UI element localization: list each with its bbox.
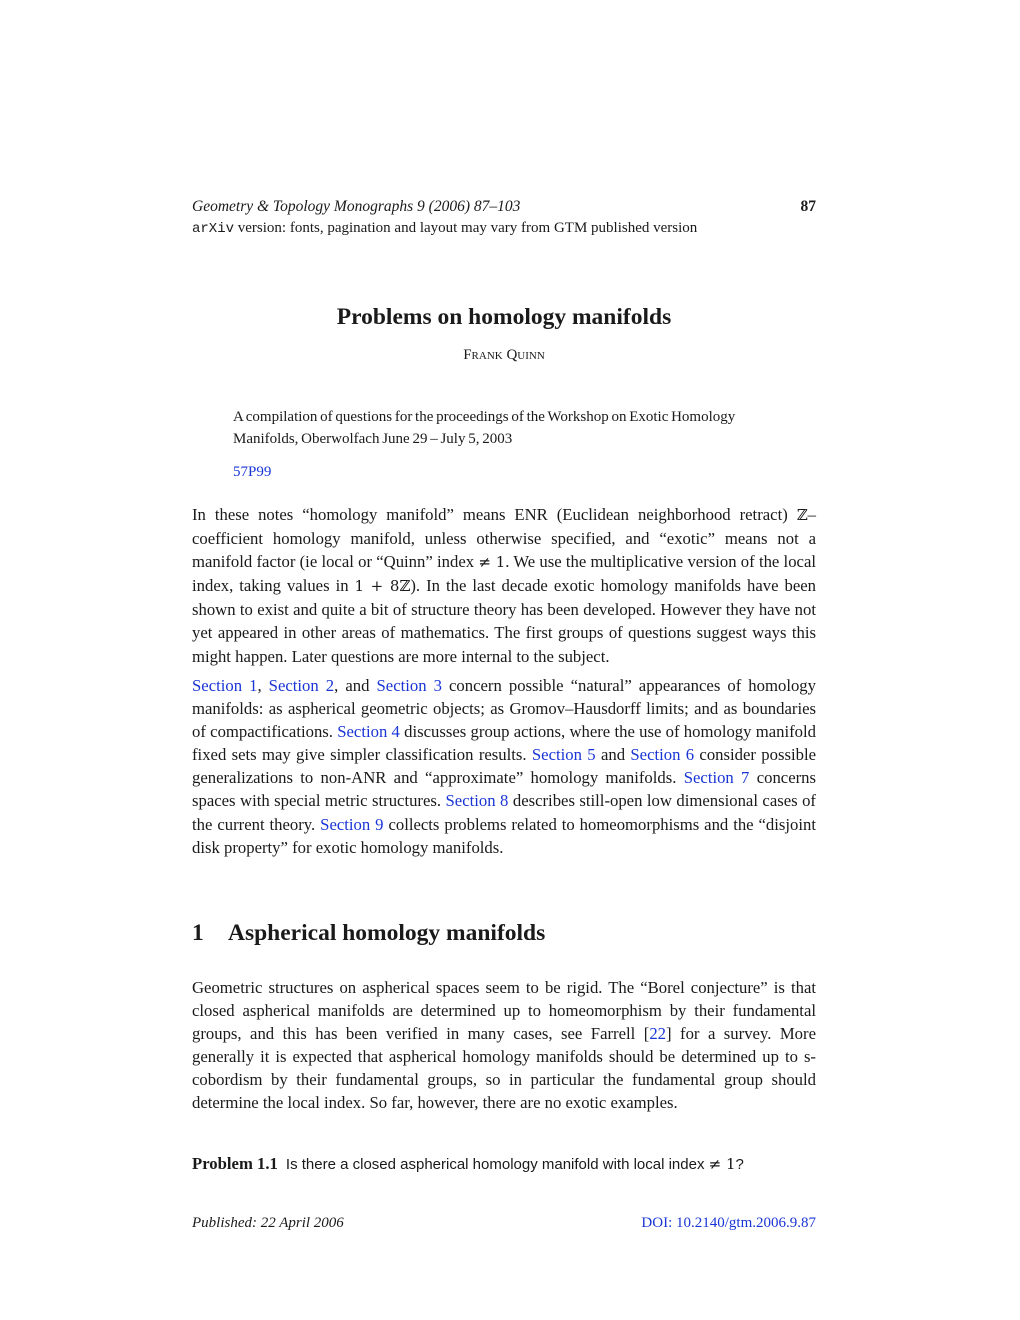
intro-paragraph-1: [192, 503, 816, 668]
text-span: ] for a survey. More generally it is expected that aspherical homology manifolds should be determined up to s-cobordism by their fundamental groups, so in particular the fundamental group should determine the local index. So far, however, there are no exotic examples.: [192, 1024, 816, 1113]
text-span: In these notes “homology manifold” means ENR (Euclidean neighborhood retract): [192, 505, 797, 524]
section-1-paragraph: [192, 976, 816, 1115]
text-span: discusses group actions, where the use of homology manifold fixed sets may give simpler classification results.: [192, 722, 816, 765]
section-3-link[interactable]: Section 3: [376, 676, 442, 695]
text-span: concerns spaces with special metric structures.: [192, 768, 816, 811]
problem-end: ?: [735, 1156, 744, 1173]
text-span: ). In the last decade exotic homology manifolds have been shown to exist and quite a bit of structure theory has been developed. However they have not yet appeared in other areas of mathematics. The first groups of questions suggest ways this might happen. Later questions are more internal to the subject.: [192, 576, 816, 666]
text-span: Geometric structures on aspherical spaces seem to be rigid. The “Borel conjecture” is that closed aspherical manifolds are determined up to homeomorphism by their fundamental groups, and this has been verified in many cases, see Farrell [: [192, 978, 816, 1044]
reference-22-link[interactable]: 22: [649, 1024, 666, 1044]
math-index-set: 1 + 8ℤ: [354, 577, 411, 596]
arxiv-note: version: fonts, pagination and layout may vary from GTM published version: [234, 220, 698, 236]
journal-citation: Geometry & Topology Monographs 9 (2006) 87–103: [192, 198, 521, 215]
problem-text: Is there a closed aspherical homology manifold with local index: [285, 1156, 709, 1173]
section-5-link[interactable]: Section 5: [531, 745, 596, 765]
section-1-heading: [192, 920, 545, 947]
intro-paragraph-2: [192, 674, 816, 859]
text-span: , and: [334, 676, 377, 695]
text-span: consider possible generalizations to non-ANR and “approximate” homology manifolds.: [192, 745, 816, 788]
section-1-link[interactable]: Section 1: [192, 676, 258, 695]
math-not-equal-one: ≠ 1: [478, 553, 506, 572]
problem-math: ≠ 1: [708, 1155, 736, 1173]
text-span: –coefficient homology manifold, unless otherwise specified, and “exotic” means not a manifold factor (ie local or “Quinn” index: [192, 505, 816, 572]
section-8-link[interactable]: Section 8: [445, 791, 509, 811]
author-name: Frank Quinn: [463, 347, 545, 363]
msc-classification-link[interactable]: 57P99: [233, 464, 272, 480]
text-span: . We use the multiplicative version of the local index, taking values in: [192, 552, 816, 596]
published-date: Published: 22 April 2006: [192, 1215, 344, 1231]
paper-title: Problems on homology manifolds: [336, 304, 672, 330]
section-number: 1: [192, 920, 204, 946]
problem-label: Problem 1.1: [192, 1154, 278, 1173]
section-title: Aspherical homology manifolds: [228, 920, 546, 946]
text-span: concern possible “natural” appearances of homology manifolds: as aspherical geometric objects; as Gromov–Hausdorff limits; and as boundaries of compactifications.: [192, 676, 816, 742]
section-9-link[interactable]: Section 9: [320, 814, 384, 834]
abstract: A compilation of questions for the proceedings of the Workshop on Exotic Homology Manifolds, Oberwolfach June 29 – July 5, 2003: [233, 409, 736, 447]
math-integers: ℤ: [796, 506, 808, 524]
text-span: and: [595, 745, 631, 765]
text-span: describes still-open low dimensional cases of the current theory.: [192, 791, 816, 834]
arxiv-notice: [192, 220, 697, 237]
page-number: 87: [800, 198, 816, 215]
text-span: ,: [257, 676, 269, 695]
section-2-link[interactable]: Section 2: [268, 676, 335, 695]
section-4-link[interactable]: Section 4: [337, 722, 400, 742]
section-7-link[interactable]: Section 7: [683, 768, 750, 788]
arxiv-label: arXiv: [192, 221, 235, 237]
doi-link[interactable]: DOI: 10.2140/gtm.2006.9.87: [641, 1215, 816, 1231]
section-6-link[interactable]: Section 6: [630, 745, 695, 765]
text-span: collects problems related to homeomorphisms and the “disjoint disk property” for exotic homology manifolds.: [192, 814, 817, 857]
journal-header: [192, 198, 816, 216]
problem-1-1: [192, 1154, 744, 1174]
